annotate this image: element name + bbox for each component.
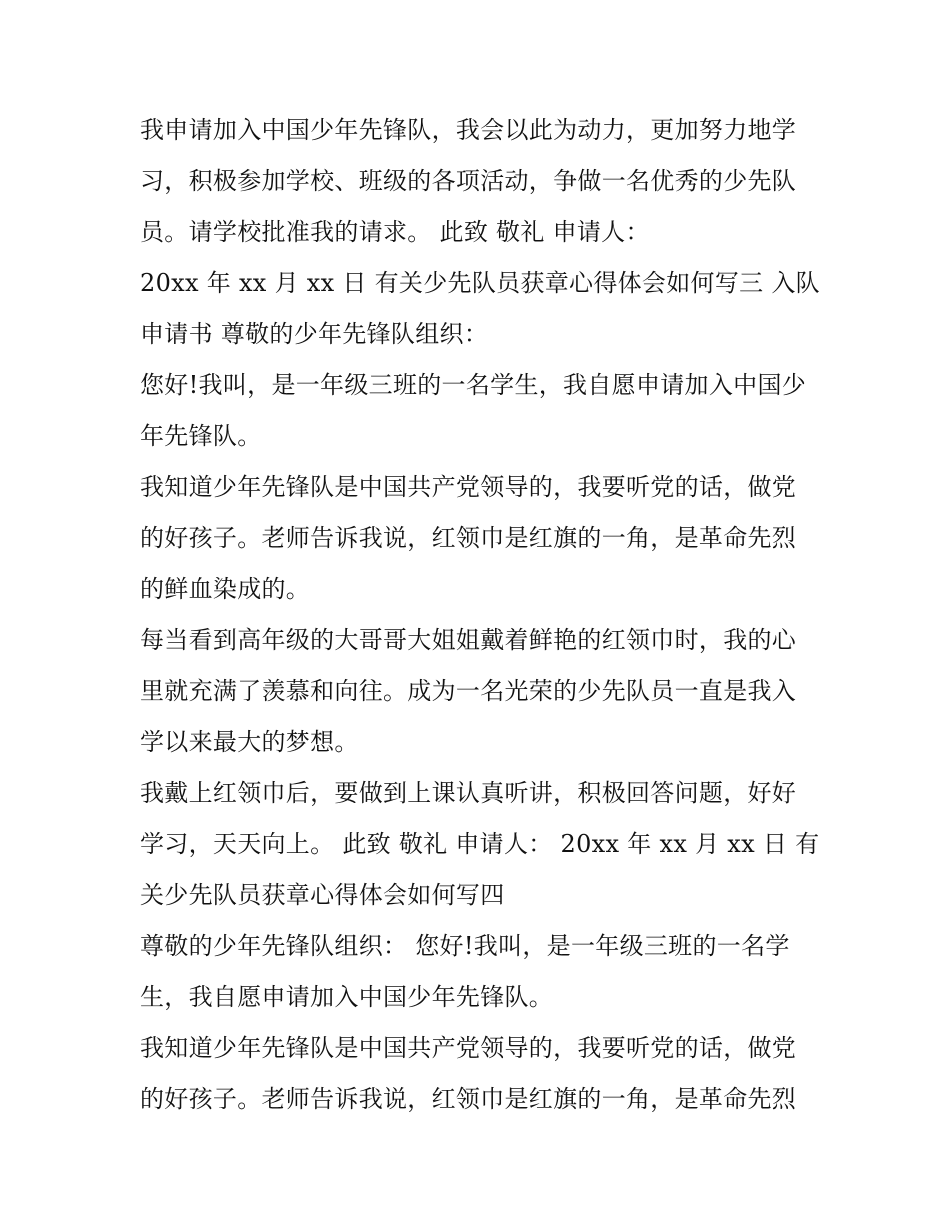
paragraph-8: 我知道少年先锋队是中国共产党领导的，我要听党的话，做党的好孩子。老师告诉我说，红领巾是红旗的一角，是革命先烈 <box>140 1034 797 1113</box>
paragraph-7: 尊敬的少年先锋队组织： 您好!我叫，是一年级三班的一名学生，我自愿申请加入中国少年先锋队。 <box>140 932 790 1011</box>
paragraph-6: 我戴上红领巾后，要做到上课认真听讲，积极回答问题，好好学习，天天向上。 此致 敬礼 申请人： 20xx 年 xx 月 xx 日 有关少先队员获章心得体会如何写四 <box>140 779 820 909</box>
paragraph-5: 每当看到高年级的大哥哥大姐姐戴着鲜艳的红领巾时，我的心里就充满了羡慕和向往。成为一名光荣的少先队员一直是我入学以来最大的梦想。 <box>140 626 797 756</box>
paragraph-3: 您好!我叫，是一年级三班的一名学生，我自愿申请加入中国少年先锋队。 <box>140 371 807 450</box>
document-body <box>140 105 820 1125</box>
paragraph-1: 我申请加入中国少年先锋队，我会以此为动力，更加努力地学习，积极参加学校、班级的各项活动，争做一名优秀的少先队员。请学校批准我的请求。 此致 敬礼 申请人： <box>140 116 797 246</box>
paragraph-2: 20xx 年 xx 月 xx 日 有关少先队员获章心得体会如何写三 入队申请书 尊敬的少年先锋队组织： <box>140 269 820 348</box>
paragraph-4: 我知道少年先锋队是中国共产党领导的，我要听党的话，做党的好孩子。老师告诉我说，红领巾是红旗的一角，是革命先烈的鲜血染成的。 <box>140 473 797 603</box>
